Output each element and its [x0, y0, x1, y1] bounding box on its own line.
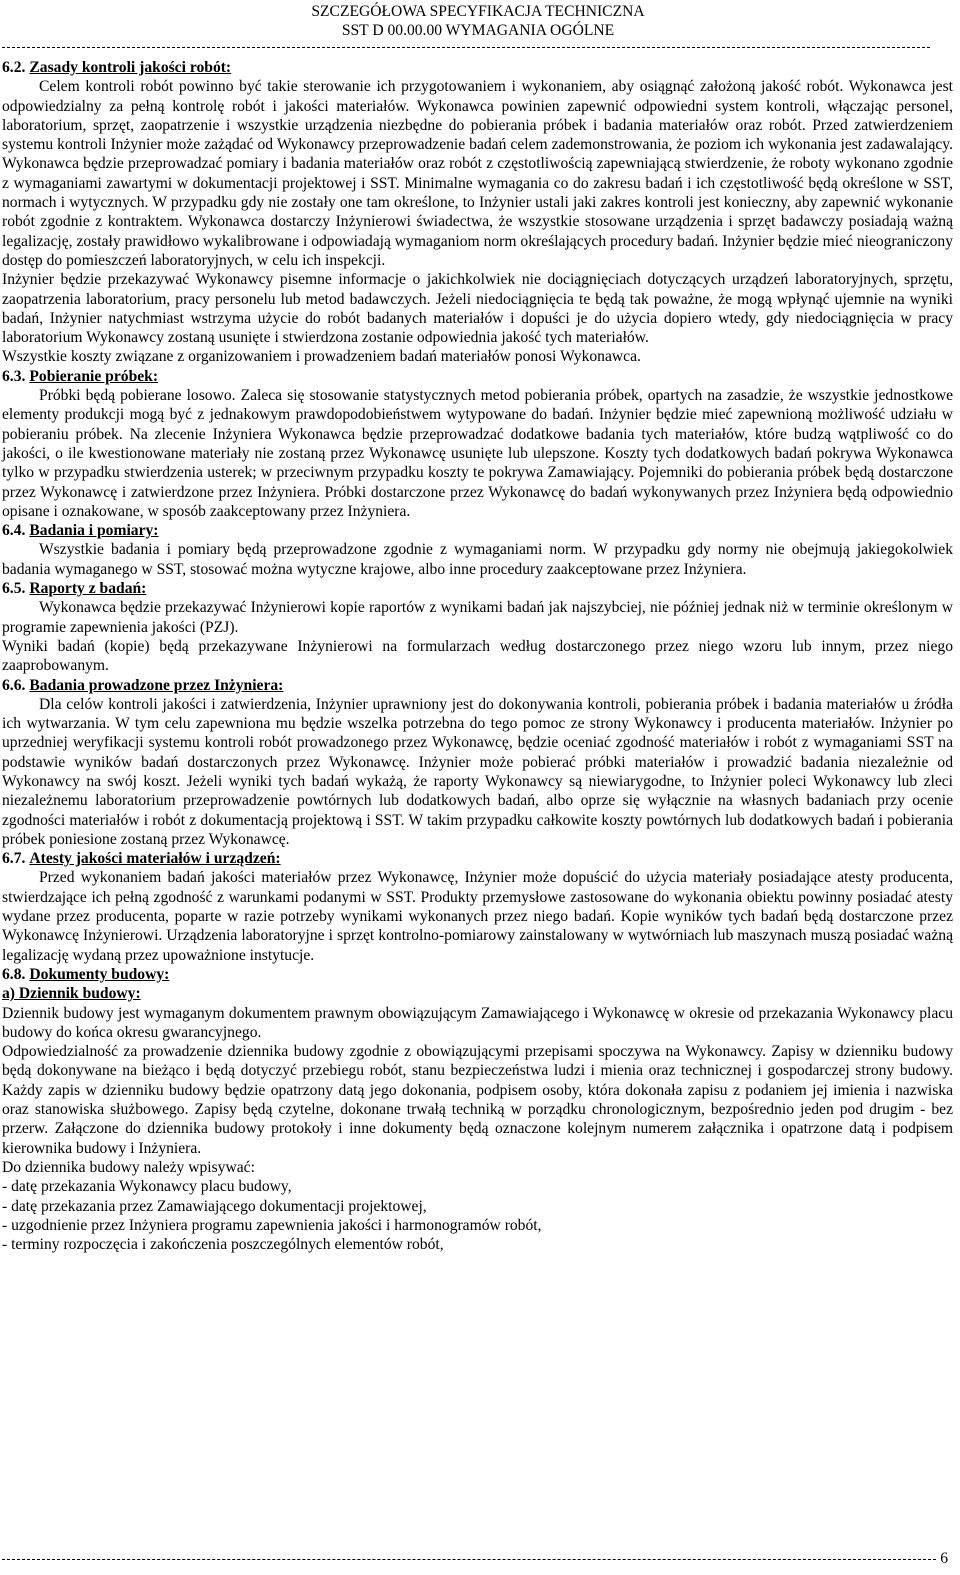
header-title: SZCZEGÓŁOWA SPECYFIKACJA TECHNICZNA [311, 3, 645, 20]
paragraph: Do dziennika budowy należy wpisywać: [2, 1158, 255, 1176]
paragraph: Inżynier będzie przekazywać Wykonawcy pisemne informacje o jakichkolwiek nie dociągnięciach dotyczących urządzeń laboratoryjnych, sprzętu, zaopatrzenia laboratorium, pracy personelu lub metod badawczych. Jeżeli niedociągnięcia te będą tak poważne, że mogą wpłynąć ujemnie na wyniki badań, Inżynier natychmiast wstrzyma użycie do robót badanych materiałów i dopuści je do użycia dopiero wtedy, gdy niedociągnięcia w pracy laboratorium Wykonawcy zostaną usunięte i stwierdzona zostanie odpowiednia jakość tych materiałów. [2, 271, 953, 347]
paragraph: Przed wykonaniem badań jakości materiałów przez Wykonawcę, Inżynier może dopuścić do użycia materiały posiadające atesty producenta, stwierdzające ich pełną zgodność z warunkami podanymi w SST. Produkty przemysłowe zastosowane do wykonania obiektu powinny posiadać atesty wydane przez producenta, poparte w razie potrzeby wynikami wykonanych przez niego badań. Kopie wyników tych badań będą dostarczone przez Wykonawcę Inżynierowi. Urządzenia laboratoryjne i sprzęt kontrolno-pomiarowy zainstalowany w wytwórniach lub maszynach muszą posiadać ważną legalizację wydaną przez upoważnione instytucje. [2, 869, 953, 964]
list-item: - datę przekazania przez Zamawiającego dokumentacji projektowej, [2, 1197, 427, 1215]
header-subtitle: SST D 00.00.00 WYMAGANIA OGÓLNE [341, 22, 615, 39]
section-heading-6-6: 6.6. Badania prowadzone przez Inżyniera: [2, 676, 284, 694]
paragraph: Dla celów kontroli jakości i zatwierdzenia, Inżynier uprawniony jest do dokonywania kontroli, pobierania próbek i badania materiałów u źródła ich wytwarzania. W tym celu zapewniona mu będzie wszelka potrzebna do tego pomoc ze strony Wykonawcy i producenta materiałów. Inżynier po uprzedniej weryfikacji systemu kontroli robót prowadzonego przez Wykonawcę, będzie oceniać zgodność materiałów i robót z wymaganiami SST na podstawie wyników badań dostarczonych przez Wykonawcę. Inżynier może pobierać próbki materiałów i prowadzić badania niezależnie od Wykonawcy na swój koszt. Jeżeli wyniki tych badań wykażą, że raporty Wykonawcy są niewiarygodne, to Inżynier poleci Wykonawcy lub zleci niezależnemu laboratorium przeprowadzenie powtórnych lub dodatkowych badań, albo oprze się wyłącznie na własnych badaniach przy ocenie zgodności materiałów i robót z dokumentacją projektową i SST. W takim przypadku całkowite koszty powtórnych lub dodatkowych badań i pobierania próbek poniesione zostaną przez Wykonawcę. [2, 695, 953, 848]
paragraph: Wszystkie badania i pomiary będą przeprowadzone zgodnie z wymaganiami norm. W przypadku gdy normy nie obejmują jakiegokolwiek badania wymaganego w SST, stosować można wytyczne krajowe, albo inne procedury zaakceptowane przez Inżyniera. [2, 541, 953, 578]
list-item: - uzgodnienie przez Inżyniera programu zapewnienia jakości i harmonogramów robót, [2, 1216, 542, 1234]
bullet-list [2, 1177, 953, 1254]
paragraph: Celem kontroli robót powinno być takie sterowanie ich przygotowaniem i wykonaniem, aby osiągnąć założoną jakość robót. Wykonawca jest odpowiedzialny za pełną kontrolę robót i jakości materiałów. Wykonawca powinien zapewnić odpowiedni system kontroli, włączając personel, laboratorium, sprzęt, zaopatrzenie i wszystkie urządzenia niezbędne do pobierania próbek i badania materiałów oraz robót. Przed zatwierdzeniem systemu kontroli Inżynier może zażądać od Wykonawcy przeprowadzenie badań celem zademonstrowania, że poziom ich wykonania jest zadawalający. Wykonawca będzie przeprowadzać pomiary i badania materiałów oraz robót z częstotliwością zapewniającą stwierdzenie, że roboty wykonano zgodnie z wymaganiami zawartymi w dokumentacji projektowej i SST. Minimalne wymagania co do zakresu badań i ich częstotliwość będą określone w SST, normach i wytycznych. W przypadku gdy nie zostały one tam określone, to Inżynier ustali jaki zakres kontroli jest konieczny, aby zapewnić wykonanie robót zgodnie z kontraktem. Wykonawca dostarczy Inżynierowi świadectwa, że wszystkie stosowane urządzenia i sprzęt badawczy posiadają ważną legalizację, zostały prawidłowo wykalibrowane i odpowiadają wymaganiom norm określających procedury badań. Inżynier będzie mieć nieograniczony dostęp do pomieszczeń laboratoryjnych, w celu ich inspekcji. [2, 78, 953, 269]
paragraph: Wszystkie koszty związane z organizowaniem i prowadzeniem badań materiałów ponosi Wykonawca. [2, 348, 641, 366]
document-body [2, 58, 953, 1254]
paragraph: Wykonawca będzie przekazywać Inżynierowi kopie raportów z wynikami badań jak najszybciej, nie później jednak niż w terminie określonym w programie zapewnienia jakości (PZJ). [2, 599, 953, 636]
paragraph: Dziennik budowy jest wymaganym dokumentem prawnym obowiązującym Zamawiającego i Wykonawcę w okresie od przekazania Wykonawcy placu budowy do końca okresu gwarancyjnego. [2, 1004, 953, 1041]
section-heading-6-2: 6.2. Zasady kontroli jakości robót: [2, 59, 232, 76]
subsection-heading: a) Dziennik budowy: [2, 985, 141, 1003]
list-item: - datę przekazania Wykonawcy placu budowy, [2, 1178, 292, 1196]
section-heading-6-4: 6.4. Badania i pomiary: [2, 522, 159, 540]
header-divider [2, 47, 930, 48]
page-number: 6 [940, 1550, 948, 1567]
section-heading-6-5: 6.5. Raporty z badań: [2, 580, 147, 598]
section-heading-6-7: 6.7. Atesty jakości materiałów i urządzeń: [2, 850, 281, 868]
section-heading-6-3: 6.3. Pobieranie próbek: [2, 367, 159, 385]
paragraph: Próbki będą pobierane losowo. Zaleca się stosowanie statystycznych metod pobierania próbek, opartych na zasadzie, że wszystkie jednostkowe elementy produkcji mogą być z jednakowym prawdopodobieństwem wytypowane do badań. Inżynier będzie mieć zapewnioną możliwość udziału w pobieraniu próbek. Na zlecenie Inżyniera Wykonawca będzie przeprowadzać dodatkowe badania tych materiałów, które budzą wątpliwość co do jakości, o ile kwestionowane materiały nie zostaną przez Wykonawcę usunięte lub ulepszone. Koszty tych dodatkowych badań pokrywa Wykonawca tylko w przypadku stwierdzenia usterek; w przeciwnym przypadku koszty te pokrywa Zamawiający. Pojemniki do pobierania próbek będą dostarczone przez Wykonawcę i zatwierdzone przez Inżyniera. Próbki dostarczone przez Wykonawcę do badań wykonywanych przez Inżyniera będą odpowiednio opisane i oznakowane, w sposób zaakceptowany przez Inżyniera. [2, 387, 953, 520]
paragraph: Odpowiedzialność za prowadzenie dziennika budowy zgodnie z obowiązującymi przepisami spoczywa na Wykonawcy. Zapisy w dzienniku budowy będą dokonywane na bieżąco i będą dotyczyć przebiegu robót, stanu bezpieczeństwa ludzi i mienia oraz technicznej i gospodarczej strony budowy. Każdy zapis w dzienniku budowy będzie opatrzony datą jego dokonania, podpisem osoby, która dokonała zapisu z podaniem jej imienia i nazwiska oraz stanowiska służbowego. Zapisy będą czytelne, dokonane trwałą techniką w porządku chronologicznym, bezpośrednio jeden pod drugim - bez przerw. Załączone do dziennika budowy protokoły i inne dokumenty będą oznaczone kolejnym numerem załącznika i opatrzone datą i podpisem kierownika budowy i Inżyniera. [2, 1043, 953, 1157]
list-item: - terminy rozpoczęcia i zakończenia poszczególnych elementów robót, [2, 1236, 444, 1254]
footer-divider [2, 1559, 936, 1560]
paragraph: Wyniki badań (kopie) będą przekazywane Inżynierowi na formularzach według dostarczonego przez niego wzoru lub innym, przez niego zaaprobowanym. [2, 637, 953, 675]
section-heading-6-8: 6.8. Dokumenty budowy: [2, 965, 170, 983]
